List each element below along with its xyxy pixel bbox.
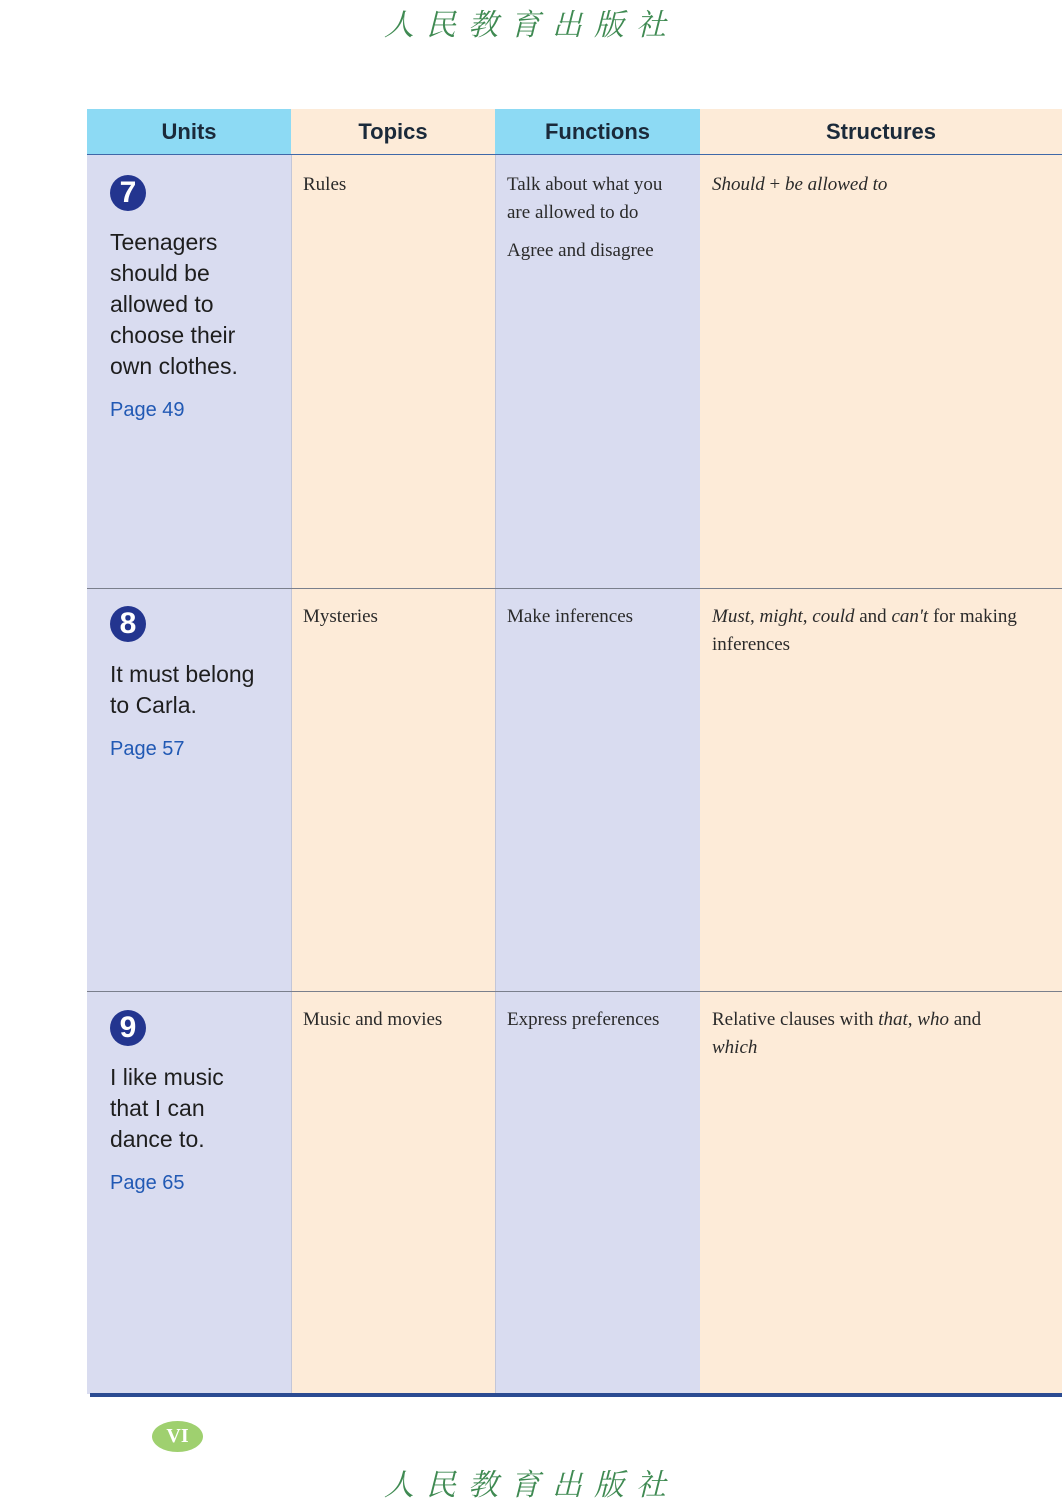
- structure-part: Relative clauses with: [712, 1009, 879, 1030]
- unit-title: It must belong to Carla.: [110, 661, 255, 718]
- structure-part: be allowed to: [785, 174, 888, 195]
- structure-part: which: [712, 1037, 758, 1058]
- unit-page-link[interactable]: Page 49: [110, 399, 185, 421]
- unit-number-badge: 8: [110, 606, 146, 642]
- publisher-watermark: 人民教育出版社: [384, 1468, 678, 1503]
- page-number-badge: VI: [152, 1421, 203, 1452]
- publisher-watermark: 人民教育出版社: [384, 8, 678, 43]
- row-divider: [87, 991, 1062, 992]
- structure-cell: [712, 1006, 1012, 1062]
- structure-cell: [712, 603, 1047, 659]
- structure-part: that: [878, 1009, 908, 1030]
- structure-part: Should: [712, 174, 765, 195]
- topic-cell: Mysteries: [303, 606, 378, 627]
- row-divider: [87, 588, 1062, 589]
- structure-part: ,: [750, 606, 760, 627]
- structure-cell: [712, 171, 1047, 199]
- header-functions: Functions: [495, 109, 700, 155]
- structure-part: who: [917, 1009, 949, 1030]
- header-divider: [87, 154, 1062, 155]
- structure-part: and: [948, 1009, 982, 1030]
- structure-part: ,: [802, 606, 813, 627]
- unit-title: Teenagers should be allowed to choose their own clothes.: [110, 229, 238, 379]
- structure-part: could: [812, 606, 855, 627]
- structure-part: +: [764, 174, 785, 195]
- column-divider: [291, 155, 292, 1394]
- function-item: Express preferences: [507, 1009, 660, 1030]
- unit-title: I like music that I can dance to.: [110, 1064, 224, 1152]
- structure-part: can't: [891, 606, 929, 627]
- structure-part: might: [759, 606, 803, 627]
- unit-page-link[interactable]: Page 57: [110, 738, 185, 760]
- function-item: Talk about what you are allowed to do: [507, 174, 663, 223]
- column-divider: [495, 155, 496, 1394]
- function-item: Make inferences: [507, 606, 634, 627]
- topic-cell: Music and movies: [303, 1009, 443, 1030]
- function-item: Agree and disagree: [507, 240, 654, 261]
- structure-part: for making inferences: [712, 606, 1017, 655]
- structure-part: ,: [907, 1009, 918, 1030]
- topics-column: [291, 109, 495, 1394]
- table-bottom-rule: [90, 1393, 1062, 1397]
- structure-part: and: [854, 606, 892, 627]
- structures-column: [700, 109, 1062, 1394]
- header-topics: Topics: [291, 109, 495, 155]
- topic-cell: Rules: [303, 174, 347, 195]
- structure-part: Must: [712, 606, 750, 627]
- header-units: Units: [87, 109, 291, 155]
- unit-page-link[interactable]: Page 65: [110, 1172, 185, 1194]
- contents-table: [87, 109, 1062, 1394]
- unit-number-badge: 7: [110, 175, 146, 211]
- header-structures: Structures: [700, 109, 1062, 155]
- functions-column: [495, 109, 700, 1394]
- unit-number-badge: 9: [110, 1010, 146, 1046]
